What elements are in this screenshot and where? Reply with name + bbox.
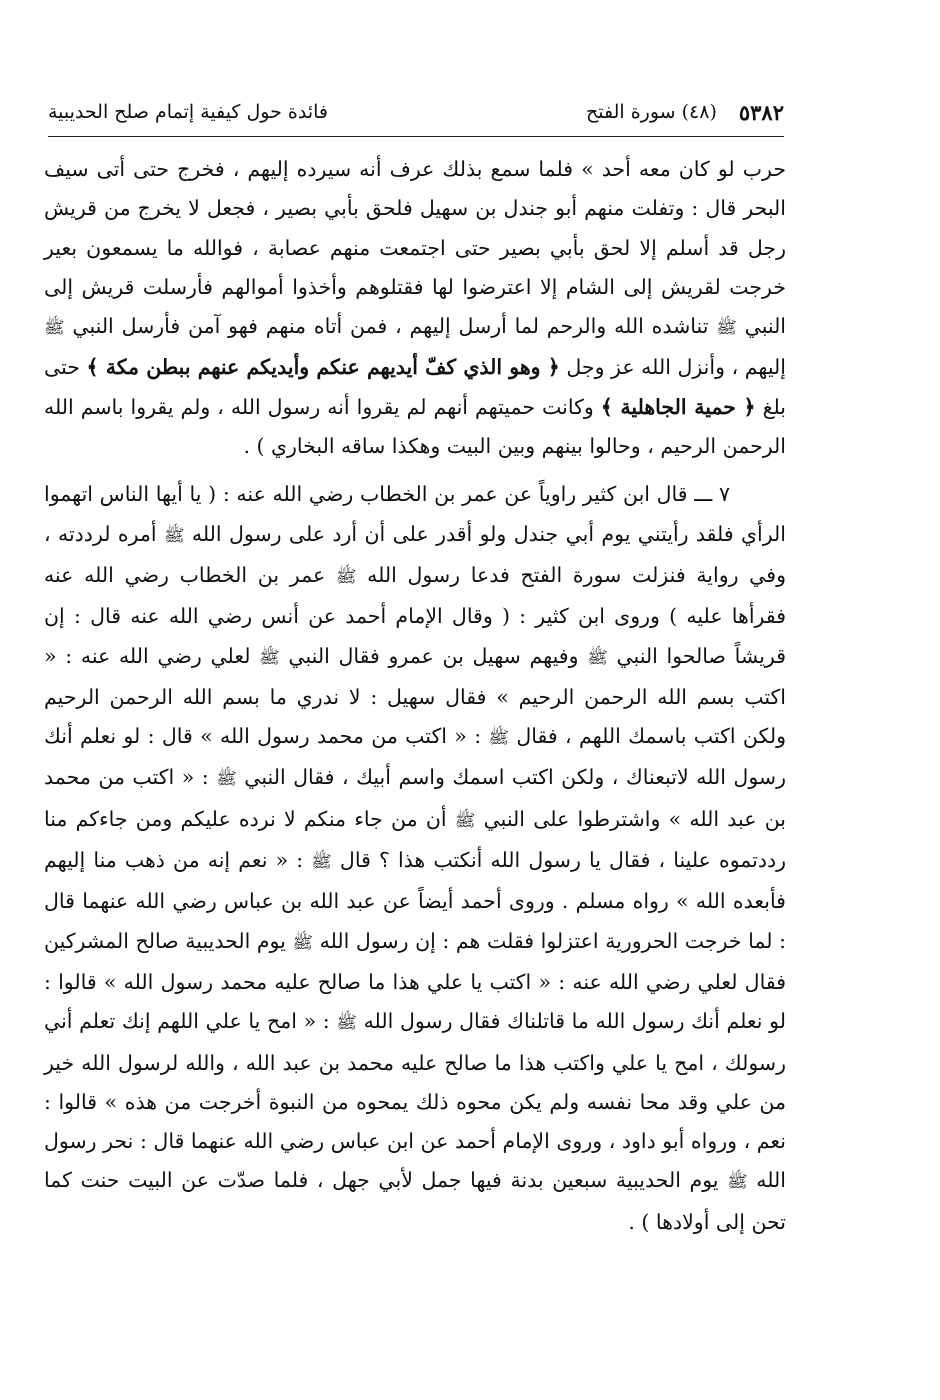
header-right-group	[586, 100, 784, 125]
text-segment: يوم الحديبية صالح المشركين فقال لعلي رضي الله عنه : « اكتب يا علي هذا ما صالح عليه محمد رسول الله » قالوا : لو نعلم أنك رسول الله ما قاتلناك فقال رسول الله	[44, 928, 786, 1034]
salutation-glyph: ﷺ	[727, 1172, 748, 1193]
text-segment: ٧ ـــ قال ابن كثير راوياً عن عمر بن الخطاب رضي الله عنه : ( يا أيها الناس اتهموا الرأي فلقد رأيتني يوم أبي جندل ولو أقدر على أن أرد على رسول الله	[44, 482, 787, 546]
text-segment: لعلي رضي الله عنه : « اكتب بسم الله الرحمن الرحيم » فقال سهيل : لا ندري ما بسم الله الرحمن الرحيم ولكن اكتب باسمك اللهم ، فقال	[44, 643, 786, 749]
text-segment: : « اكتب من محمد بن عبد الله » واشترطوا على النبي	[44, 765, 787, 831]
text-segment: وفيهم سهيل بن عمرو فقال النبي	[279, 643, 588, 668]
body-text	[44, 150, 786, 1242]
text-segment: أمره لرددته ، وفي رواية فنزلت سورة الفتح فدعا رسول الله	[44, 521, 786, 587]
text-segment: : « نعم إنه من ذهب منا إليهم فأبعده الله » رواه مسلم . وروى أحمد أيضاً عن عبد الله بن عباس رضي الله عنهما قال : لما خرجت الحرورية اعتزلوا فقلت هم : إن رسول الله	[44, 848, 786, 953]
text-segment: وكانت حميتهم أنهم لم يقروا أنه رسول الله ، ولم يقروا باسم الله الرحمن الرحيم ، وحالوا بينهم وبين البيت وهكذا ساقه البخاري ) .	[44, 394, 786, 459]
salutation-glyph: ﷺ	[44, 318, 65, 339]
text-segment: حرب لو كان معه أحد » فلما سمع بذلك عرف أنه سيرده إليهم ، فخرج حتى أتى سيف البحر قال : وتفلت منهم أبو جندل بن سهيل فلحق بأبي بصير ، فجعل لا يخرج من قريش رجل قد أسلم إلا لحق بأبي بصير حتى اجتمعت منهم عصابة ، فوالله ما يسمعون بعير خرجت لقريش إلى الشام إلا اعترضوا لها فقتلوهم وأخذوا أموالهم فأرسلت قريش إلى النبي	[44, 157, 787, 339]
header-topic: فائدة حول كيفية إتمام صلح الحديبية	[48, 101, 328, 123]
salutation-glyph: ﷺ	[716, 318, 737, 339]
text-segment: تناشده الله والرحم لما أرسل إليهم ، فمن أتاه منهم فهو آمن فأرسل النبي	[64, 314, 717, 339]
paragraph	[44, 150, 786, 466]
running-header	[48, 92, 784, 132]
paragraph	[44, 475, 786, 1242]
text-segment: : « اكتب من محمد رسول الله » قال : لو نعلم أنك رسول الله لاتبعناك ، ولكن اكتب اسمك واسم أبيك ، فقال النبي	[44, 724, 786, 790]
text-segment: : « امح يا علي اللهم إنك تعلم أني رسولك ، امح يا علي واكتب هذا ما صالح عليه محمد بن عبد الله ، والله لرسول الله خير من علي وقد محا نفسه ولم يكن محوه ذلك يمحوه من النبوة أخرجت من هذه » قالوا : نعم ، ورواه أبو داود ، وروى الإمام أحمد عن ابن عباس رضي الله عنهما قال : نحر رسول الله	[44, 1009, 786, 1193]
text-segment: يوم الحديبية سبعين بدنة فيها جمل لأبي جهل ، فلما صدّت عن البيت حنت كما تحن إلى أولادها ) .	[44, 1168, 786, 1234]
text-segment: حتى بلغ	[44, 355, 786, 419]
salutation-glyph: ﷺ	[587, 647, 608, 668]
text-segment: أن من جاء منكم لا نرده عليكم ومن جاءكم منا رددتموه علينا ، فقال يا رسول الله أنكتب هذا ؟ قال	[44, 806, 786, 873]
page-number: ٥٣٨٢	[738, 99, 784, 125]
salutation-glyph: ﷺ	[163, 525, 185, 546]
salutation-glyph: ﷺ	[488, 728, 510, 749]
header-divider	[48, 136, 784, 137]
salutation-glyph: ﷺ	[311, 852, 332, 873]
text-segment: عمر بن الخطاب رضي الله عنه فقرأها عليه ) وروى ابن كثير : ( وقال الإمام أحمد عن أنس رضي الله عنه قال : إن قريشاً صالحوا النبي	[44, 562, 787, 668]
surah-label: (٤٨) سورة الفتح	[585, 101, 717, 123]
salutation-glyph: ﷺ	[454, 810, 476, 831]
text-segment: إليهم ، وأنزل الله عز وجل	[559, 355, 786, 380]
salutation-glyph: ﷺ	[292, 932, 313, 953]
quran-verse: ﴿ حمية الجاهلية ﴾	[600, 394, 756, 419]
salutation-glyph: ﷺ	[335, 566, 357, 587]
salutation-glyph: ﷺ	[216, 769, 237, 790]
salutation-glyph: ﷺ	[336, 1013, 357, 1034]
quran-verse: ﴿ وهو الذي كفّ أيديهم عنكم وأيديكم عنهم ببطن مكة ﴾	[86, 355, 560, 380]
salutation-glyph: ﷺ	[259, 647, 280, 668]
